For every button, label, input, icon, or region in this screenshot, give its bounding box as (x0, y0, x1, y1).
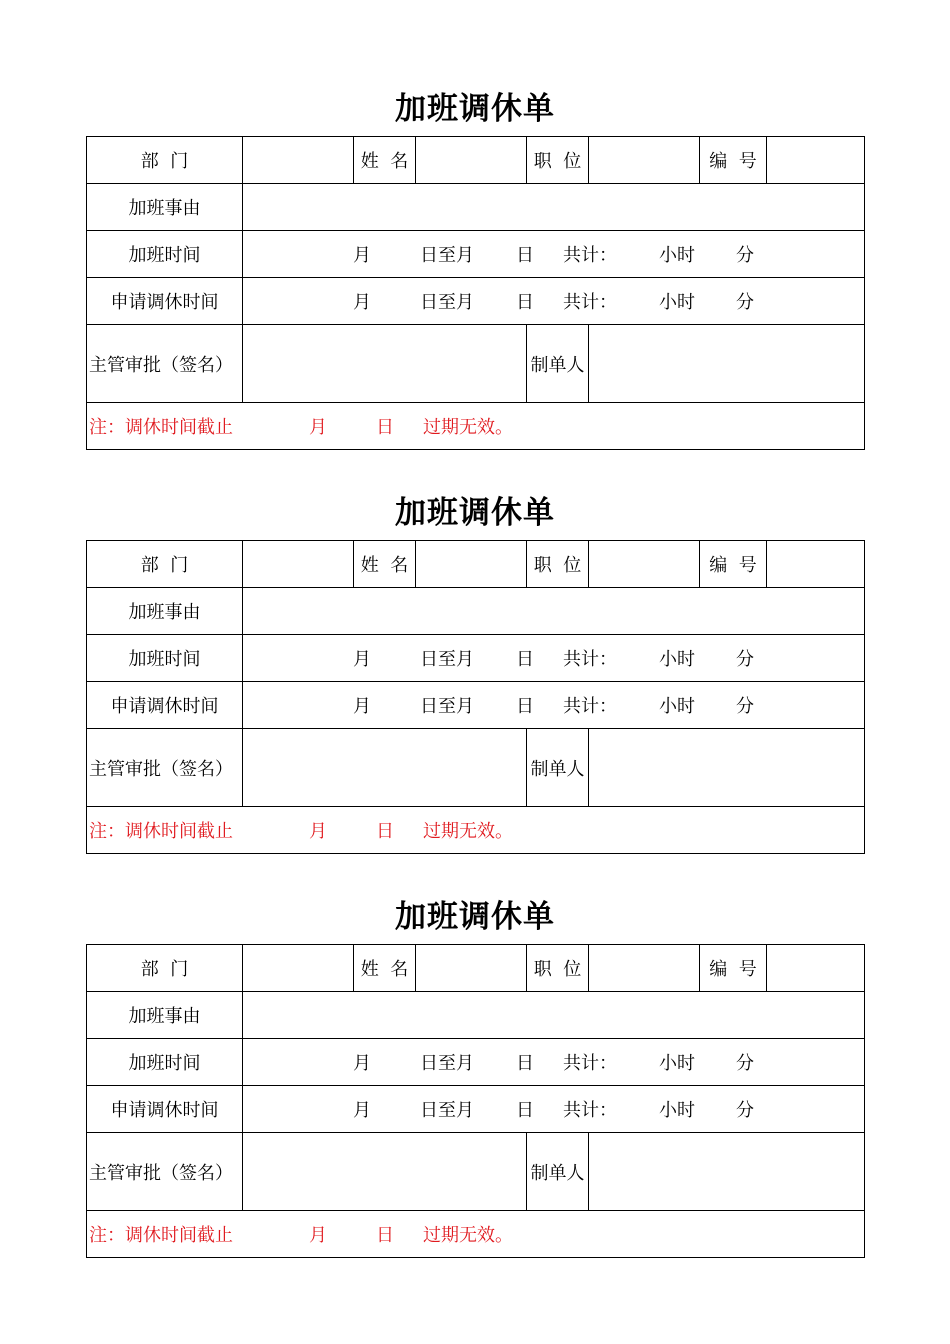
dept-label: 部 门 (87, 945, 243, 992)
note-row (87, 807, 865, 854)
month-text: 月 (353, 1053, 371, 1074)
note-month: 月 (309, 417, 327, 438)
note-row (87, 403, 865, 450)
name-field[interactable] (416, 541, 527, 588)
minutes-text: 分 (736, 1100, 754, 1121)
position-label: 职 位 (527, 137, 589, 184)
position-field[interactable] (589, 137, 700, 184)
overtime-label: 加班时间 (87, 231, 243, 278)
total-text: 共计： (563, 1053, 617, 1074)
leave-field[interactable] (243, 682, 865, 729)
total-text: 共计： (563, 696, 617, 717)
reason-row (87, 992, 865, 1039)
leave-field[interactable] (243, 1086, 865, 1133)
hours-text: 小时 (659, 649, 695, 670)
approval-row (87, 729, 865, 807)
minutes-text: 分 (736, 649, 754, 670)
note-day: 日 (376, 1225, 394, 1246)
minutes-text: 分 (736, 245, 754, 266)
approve-signature-field[interactable] (243, 1133, 527, 1211)
maker-label: 制单人 (527, 729, 589, 807)
info-row (87, 541, 865, 588)
number-field[interactable] (767, 945, 865, 992)
day-to-month-text: 日至月 (420, 292, 474, 313)
month-text: 月 (353, 292, 371, 313)
position-label: 职 位 (527, 945, 589, 992)
note-suffix: 过期无效。 (423, 821, 513, 842)
note-cell (87, 403, 865, 450)
form-table (86, 540, 865, 854)
leave-field[interactable] (243, 278, 865, 325)
approve-signature-field[interactable] (243, 325, 527, 403)
leave-row (87, 278, 865, 325)
number-label: 编 号 (700, 945, 767, 992)
dept-label: 部 门 (87, 137, 243, 184)
overtime-field[interactable] (243, 231, 865, 278)
total-text: 共计： (563, 649, 617, 670)
reason-label: 加班事由 (87, 588, 243, 635)
name-field[interactable] (416, 137, 527, 184)
reason-label: 加班事由 (87, 992, 243, 1039)
form-table (86, 136, 865, 450)
reason-field[interactable] (243, 992, 865, 1039)
position-label: 职 位 (527, 541, 589, 588)
overtime-form-1 (86, 82, 864, 450)
info-row (87, 137, 865, 184)
hours-text: 小时 (659, 1100, 695, 1121)
month-text: 月 (353, 245, 371, 266)
overtime-field[interactable] (243, 635, 865, 682)
note-day: 日 (376, 417, 394, 438)
overtime-row (87, 231, 865, 278)
reason-label: 加班事由 (87, 184, 243, 231)
month-text: 月 (353, 649, 371, 670)
overtime-row (87, 1039, 865, 1086)
number-field[interactable] (767, 137, 865, 184)
note-prefix: 注：调休时间截止 (89, 821, 233, 842)
overtime-form-2 (86, 486, 864, 854)
form-title: 加班调休单 (395, 91, 555, 127)
leave-label: 申请调休时间 (87, 1086, 243, 1133)
note-prefix: 注：调休时间截止 (89, 417, 233, 438)
hours-text: 小时 (659, 245, 695, 266)
maker-label: 制单人 (527, 325, 589, 403)
day-to-month-text: 日至月 (420, 649, 474, 670)
note-day: 日 (376, 821, 394, 842)
reason-row (87, 184, 865, 231)
reason-field[interactable] (243, 588, 865, 635)
total-text: 共计： (563, 1100, 617, 1121)
approve-label: 主管审批（签名） (87, 729, 243, 807)
dept-label: 部 门 (87, 541, 243, 588)
note-month: 月 (309, 821, 327, 842)
maker-field[interactable] (589, 729, 865, 807)
approve-label: 主管审批（签名） (87, 1133, 243, 1211)
note-prefix: 注：调休时间截止 (89, 1225, 233, 1246)
minutes-text: 分 (736, 1053, 754, 1074)
note-suffix: 过期无效。 (423, 1225, 513, 1246)
position-field[interactable] (589, 541, 700, 588)
month-text: 月 (353, 1100, 371, 1121)
name-label: 姓 名 (354, 137, 416, 184)
total-text: 共计： (563, 292, 617, 313)
dept-field[interactable] (243, 945, 354, 992)
number-label: 编 号 (700, 541, 767, 588)
day-to-month-text: 日至月 (420, 696, 474, 717)
reason-row (87, 588, 865, 635)
day-text: 日 (516, 696, 534, 717)
day-to-month-text: 日至月 (420, 245, 474, 266)
approve-signature-field[interactable] (243, 729, 527, 807)
form-title: 加班调休单 (395, 495, 555, 531)
day-text: 日 (516, 649, 534, 670)
note-month: 月 (309, 1225, 327, 1246)
total-text: 共计： (563, 245, 617, 266)
dept-field[interactable] (243, 137, 354, 184)
reason-field[interactable] (243, 184, 865, 231)
day-to-month-text: 日至月 (420, 1053, 474, 1074)
approval-row (87, 1133, 865, 1211)
month-text: 月 (353, 696, 371, 717)
note-suffix: 过期无效。 (423, 417, 513, 438)
note-cell (87, 1211, 865, 1258)
approval-row (87, 325, 865, 403)
minutes-text: 分 (736, 292, 754, 313)
minutes-text: 分 (736, 696, 754, 717)
maker-field[interactable] (589, 325, 865, 403)
overtime-row (87, 635, 865, 682)
overtime-label: 加班时间 (87, 635, 243, 682)
overtime-form-3 (86, 890, 864, 1258)
note-cell (87, 807, 865, 854)
name-label: 姓 名 (354, 945, 416, 992)
number-field[interactable] (767, 541, 865, 588)
form-title: 加班调休单 (395, 899, 555, 935)
leave-row (87, 682, 865, 729)
info-row (87, 945, 865, 992)
day-to-month-text: 日至月 (420, 1100, 474, 1121)
position-field[interactable] (589, 945, 700, 992)
hours-text: 小时 (659, 292, 695, 313)
maker-label: 制单人 (527, 1133, 589, 1211)
leave-label: 申请调休时间 (87, 278, 243, 325)
approve-label: 主管审批（签名） (87, 325, 243, 403)
name-label: 姓 名 (354, 541, 416, 588)
leave-row (87, 1086, 865, 1133)
maker-field[interactable] (589, 1133, 865, 1211)
hours-text: 小时 (659, 1053, 695, 1074)
name-field[interactable] (416, 945, 527, 992)
number-label: 编 号 (700, 137, 767, 184)
form-table (86, 944, 865, 1258)
day-text: 日 (516, 292, 534, 313)
overtime-label: 加班时间 (87, 1039, 243, 1086)
day-text: 日 (516, 1053, 534, 1074)
day-text: 日 (516, 1100, 534, 1121)
hours-text: 小时 (659, 696, 695, 717)
overtime-field[interactable] (243, 1039, 865, 1086)
day-text: 日 (516, 245, 534, 266)
dept-field[interactable] (243, 541, 354, 588)
leave-label: 申请调休时间 (87, 682, 243, 729)
note-row (87, 1211, 865, 1258)
